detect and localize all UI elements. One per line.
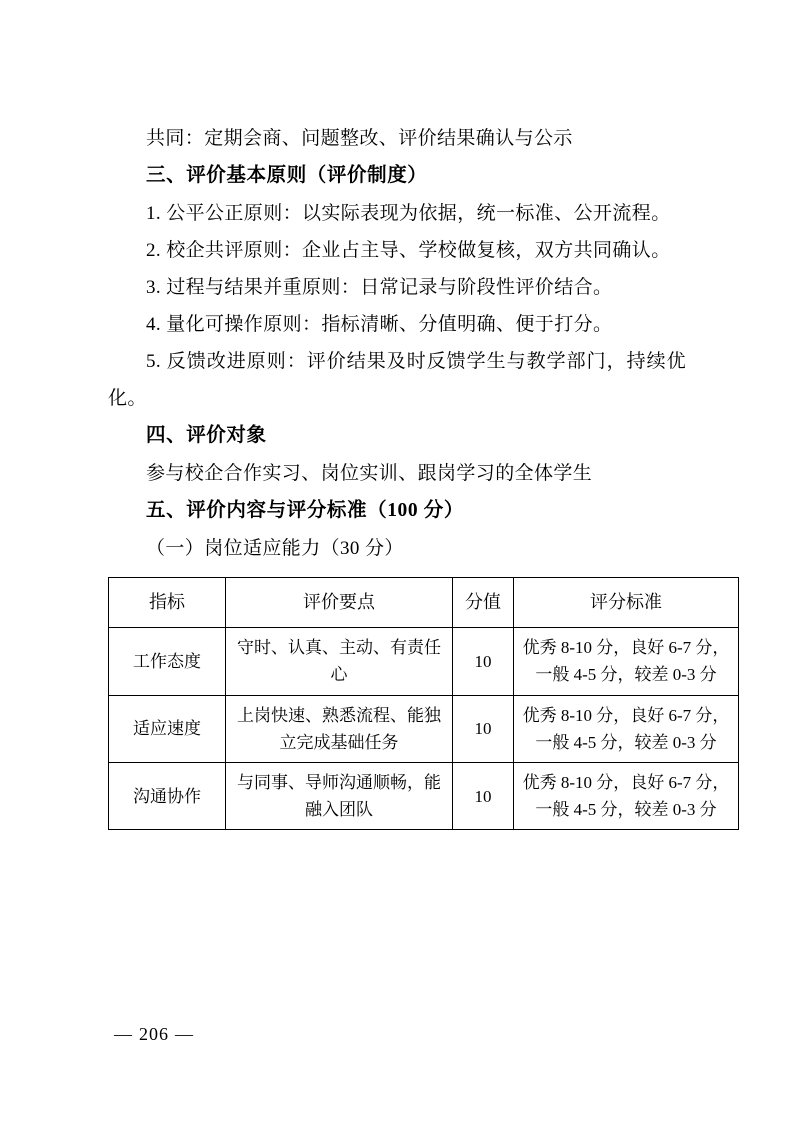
table-row bbox=[109, 628, 739, 695]
table-header-row bbox=[109, 578, 739, 628]
section-heading-five: 五、评价内容与评分标准（100 分） bbox=[146, 500, 464, 522]
cell-criteria: 优秀 8-10 分，良好 6-7 分，一般 4-5 分，较差 0-3 分 bbox=[514, 763, 739, 830]
cell-points: 与同事、导师沟通顺畅，能融入团队 bbox=[226, 763, 453, 830]
cell-value: 10 bbox=[453, 695, 514, 762]
table-row bbox=[109, 695, 739, 762]
cell-points: 上岗快速、熟悉流程、能独立完成基础任务 bbox=[226, 695, 453, 762]
footer-dash-right: — bbox=[175, 1024, 194, 1044]
cell-indicator: 沟通协作 bbox=[109, 763, 226, 830]
joint-items-line: 共同：定期会商、问题整改、评价结果确认与公示 bbox=[146, 128, 573, 149]
table-row bbox=[109, 763, 739, 830]
scoring-table bbox=[108, 577, 739, 830]
cell-criteria: 优秀 8-10 分，良好 6-7 分，一般 4-5 分，较差 0-3 分 bbox=[514, 695, 739, 762]
page-footer bbox=[108, 1024, 200, 1045]
principle-item-5: 5. 反馈改进原则：评价结果及时反馈学生与教学部门，持续优化。 bbox=[108, 351, 686, 410]
principle-item-3: 3. 过程与结果并重原则：日常记录与阶段性评价结合。 bbox=[146, 277, 613, 299]
page-number: 206 bbox=[139, 1024, 169, 1044]
footer-dash-left: — bbox=[114, 1024, 133, 1044]
table-header-value: 分值 bbox=[453, 578, 514, 628]
table-header-criteria: 评分标准 bbox=[514, 578, 739, 628]
table-header-points: 评价要点 bbox=[226, 578, 453, 628]
cell-value: 10 bbox=[453, 763, 514, 830]
cell-indicator: 工作态度 bbox=[109, 628, 226, 695]
principle-item-2: 2. 校企共评原则：企业占主导、学校做复核，双方共同确认。 bbox=[146, 240, 671, 262]
table-header-indicator: 指标 bbox=[109, 578, 226, 628]
evaluation-object-text: 参与校企合作实习、岗位实训、跟岗学习的全体学生 bbox=[146, 463, 593, 485]
cell-indicator: 适应速度 bbox=[109, 695, 226, 762]
section-heading-four: 四、评价对象 bbox=[146, 425, 267, 447]
section-heading-three: 三、评价基本原则（评价制度） bbox=[146, 165, 428, 187]
subsection-heading-one: （一）岗位适应能力（30 分） bbox=[146, 538, 404, 560]
cell-criteria: 优秀 8-10 分，良好 6-7 分，一般 4-5 分，较差 0-3 分 bbox=[514, 628, 739, 695]
cell-value: 10 bbox=[453, 628, 514, 695]
principle-item-1: 1. 公平公正原则：以实际表现为依据，统一标准、公开流程。 bbox=[146, 203, 671, 225]
cell-points: 守时、认真、主动、有责任心 bbox=[226, 628, 453, 695]
principle-item-4: 4. 量化可操作原则：指标清晰、分值明确、便于打分。 bbox=[146, 314, 613, 336]
